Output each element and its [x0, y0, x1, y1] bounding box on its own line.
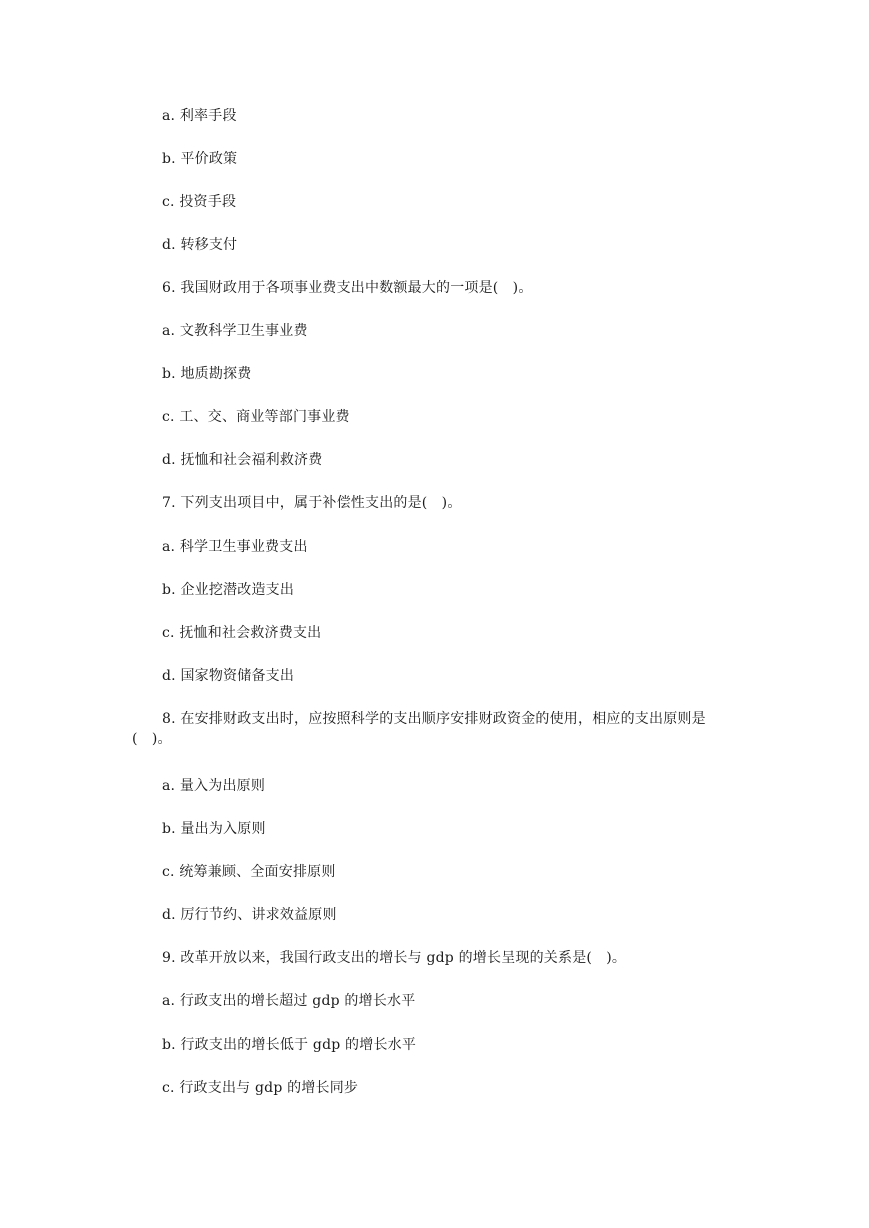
- q6-option-b: b. 地质勘探费: [162, 366, 252, 382]
- option-d-transfer-payment: d. 转移支付: [162, 237, 238, 253]
- q9-option-a: a. 行政支出的增长超过 gdp 的增长水平: [162, 993, 416, 1009]
- q6-option-a: a. 文教科学卫生事业费: [162, 323, 308, 339]
- q7-option-d: d. 国家物资储备支出: [162, 668, 295, 684]
- q8-option-a: a. 量入为出原则: [162, 778, 266, 794]
- q6-option-d: d. 抚恤和社会福利救济费: [162, 452, 323, 468]
- question-7: 7. 下列支出项目中，属于补偿性支出的是( )。: [162, 495, 462, 511]
- question-8: 8. 在安排财政支出时，应按照科学的支出顺序安排财政资金的使用，相应的支出原则是( )。: [132, 711, 706, 747]
- option-b-parity-policy: b. 平价政策: [162, 151, 238, 167]
- question-6: 6. 我国财政用于各项事业费支出中数额最大的一项是( )。: [162, 280, 533, 296]
- q8-option-c: c. 统筹兼顾、全面安排原则: [162, 864, 336, 880]
- option-a-interest-rate: a. 利率手段: [162, 108, 237, 124]
- q8-option-d: d. 厉行节约、讲求效益原则: [162, 907, 337, 923]
- q9-option-c: c. 行政支出与 gdp 的增长同步: [162, 1080, 359, 1096]
- q7-option-b: b. 企业挖潜改造支出: [162, 582, 295, 598]
- q9-option-b: b. 行政支出的增长低于 gdp 的增长水平: [162, 1037, 417, 1053]
- option-c-investment: c. 投资手段: [162, 194, 237, 210]
- q8-option-b: b. 量出为入原则: [162, 821, 266, 837]
- q7-option-a: a. 科学卫生事业费支出: [162, 539, 308, 555]
- question-9: 9. 改革开放以来，我国行政支出的增长与 gdp 的增长呈现的关系是( )。: [162, 950, 627, 966]
- q6-option-c: c. 工、交、商业等部门事业费: [162, 409, 350, 425]
- q7-option-c: c. 抚恤和社会救济费支出: [162, 625, 322, 641]
